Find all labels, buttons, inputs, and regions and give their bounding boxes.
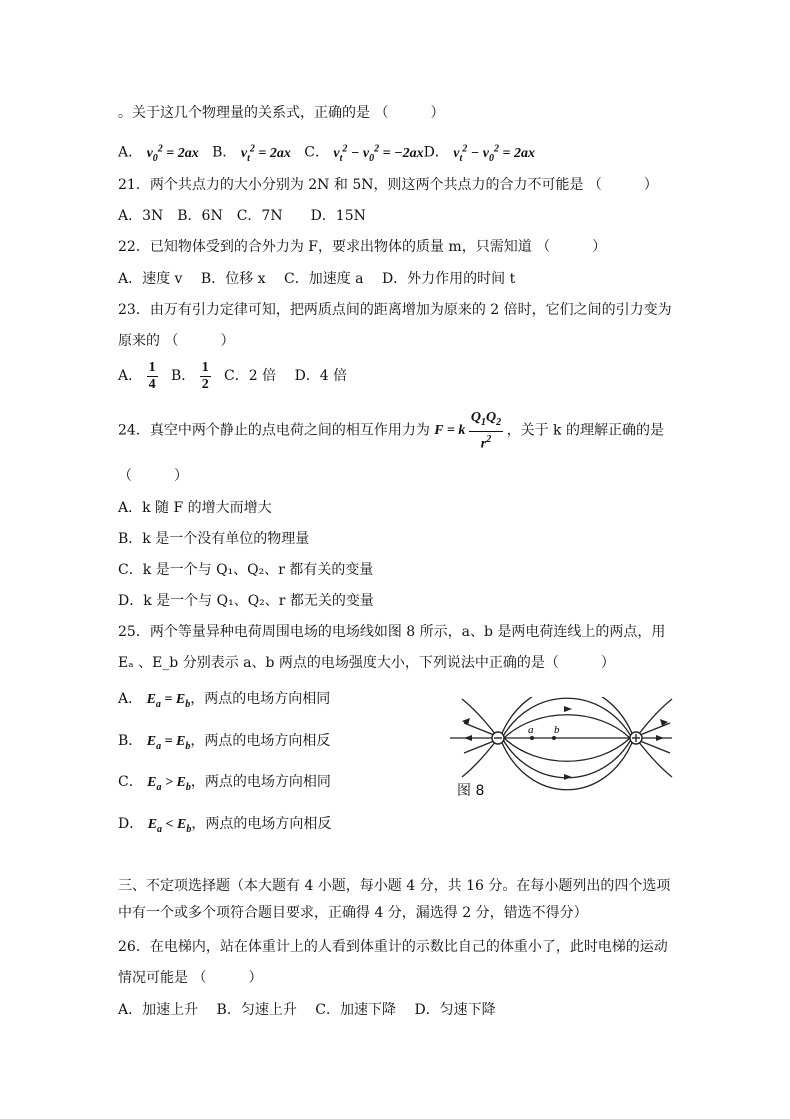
q25-stem-line1: 25．两个等量异种电荷周围电场的电场线如图 8 所示，a、b 是两电荷连线上的两点，用 <box>118 624 666 640</box>
q24-stem <box>118 410 664 452</box>
q21-options: A．3N B．6N C．7N D．15N <box>118 208 366 224</box>
q25-option-a: A． $E_a = E_b$，两点的电场方向相同 <box>118 691 331 710</box>
q22-options: A．速度 v B．位移 x C．加速度 a D．外力作用的时间 t <box>118 271 516 287</box>
q26-options: A．加速上升 B．匀速上升 C．加速下降 D．匀速下降 <box>118 1002 496 1018</box>
q26-stem-line2: 情况可能是 （ ） <box>118 970 263 986</box>
q20-option-b-formula: $v_t^2 = 2ax$ <box>240 143 291 164</box>
q23-option-b-label: B． <box>170 368 196 384</box>
field-line <box>464 723 494 735</box>
q20-stem: 。关于这几个物理量的关系式，正确的是 （ ） <box>118 105 445 121</box>
q24-option-b: B．k 是一个没有单位的物理量 <box>118 531 310 547</box>
arrow-icon <box>656 735 664 741</box>
q20-option-b-label: B． <box>212 144 237 161</box>
coulomb-formula: F = k $\frac{Q_1Q_2}{r^2}$ <box>434 410 502 452</box>
q20-options <box>118 139 535 168</box>
q20-option-a-formula: $v_0^2 = 2ax$ <box>146 143 199 164</box>
q25-option-b: B． $E_a = E_b$，两点的电场方向相反 <box>118 733 331 752</box>
q23-option-a-fraction: $\frac{1}{4}$ <box>148 359 156 392</box>
q25-option-d: D． $E_a < E_b$，两点的电场方向相反 <box>118 816 332 835</box>
q23-options <box>118 358 347 394</box>
q23-option-rest: C．2 倍 D．4 倍 <box>224 368 348 384</box>
arrow-icon <box>564 706 572 712</box>
q20-option-d-label: D． <box>423 144 449 161</box>
q20-option-a-label: A． <box>118 144 143 161</box>
figure-label: 图 8 <box>457 783 485 799</box>
q24-stem-pre: 24．真空中两个静止的点电荷之间的相互作用力为 <box>118 422 430 439</box>
q21-stem: 21．两个共点力的大小分别为 2N 和 5N，则这两个共点力的合力不可能是 （ ） <box>118 177 658 193</box>
point-b-marker <box>552 736 556 740</box>
field-line <box>504 738 630 761</box>
section3-line1: 三、不定项选择题（本大题有 4 小题，每小题 4 分，共 16 分。在每小题列出的四个选项 <box>118 878 671 894</box>
point-a-label: a <box>528 724 534 736</box>
q26-stem-line1: 26．在电梯内，站在体重计上的人看到体重计的示数比自己的体重小了，此时电梯的运动 <box>118 939 668 955</box>
section3-line2: 中有一个或多个项符合题目要求，正确得 4 分，漏选得 2 分，错选不得分） <box>118 905 588 921</box>
q23-stem-line2: 原来的 （ ） <box>118 333 235 349</box>
arrow-icon <box>464 735 472 741</box>
q23-option-a-label: A． <box>118 368 143 384</box>
arrow-icon <box>564 774 572 780</box>
q20-option-c-formula: $v_t^2 - v_0^2 = -2ax$ <box>333 143 424 164</box>
point-a-marker <box>530 736 534 740</box>
q20-option-c-label: C． <box>304 144 329 161</box>
q25-stem-line2: Eₐ 、E_b 分别表示 a、b 两点的电场强度大小，下列说法中正确的是（ ） <box>118 655 615 671</box>
q24-bracket: （ ） <box>118 468 188 484</box>
field-line <box>640 723 670 735</box>
q23-stem-line1: 23．由万有引力定律可知，把两质点间的距离增加为原来的 2 倍时，它们之间的引力变为 <box>118 302 672 318</box>
field-line <box>500 697 634 738</box>
field-line <box>500 738 634 790</box>
field-line <box>464 741 494 753</box>
q24-stem-post: ，关于 k 的理解正确的是 <box>506 422 664 439</box>
q24-option-d: D．k 是一个与 Q₁、Q₂、r 都无关的变量 <box>118 593 374 609</box>
q20-option-d-formula: $v_t^2 - v_0^2 = 2ax$ <box>453 143 535 164</box>
point-b-label: b <box>554 724 560 736</box>
q22-stem: 22．已知物体受到的合外力为 F，要求出物体的质量 m，只需知道 （ ） <box>118 239 607 255</box>
q23-option-b-fraction: $\frac{1}{2}$ <box>201 359 209 392</box>
field-line <box>504 715 630 738</box>
q24-option-a: A．k 随 F 的增大而增大 <box>118 500 272 516</box>
q24-option-c: C．k 是一个与 Q₁、Q₂、r 都有关的变量 <box>118 562 374 578</box>
q25-option-c: C． $E_a > E_b$，两点的电场方向相同 <box>118 774 331 793</box>
field-line <box>640 741 670 753</box>
